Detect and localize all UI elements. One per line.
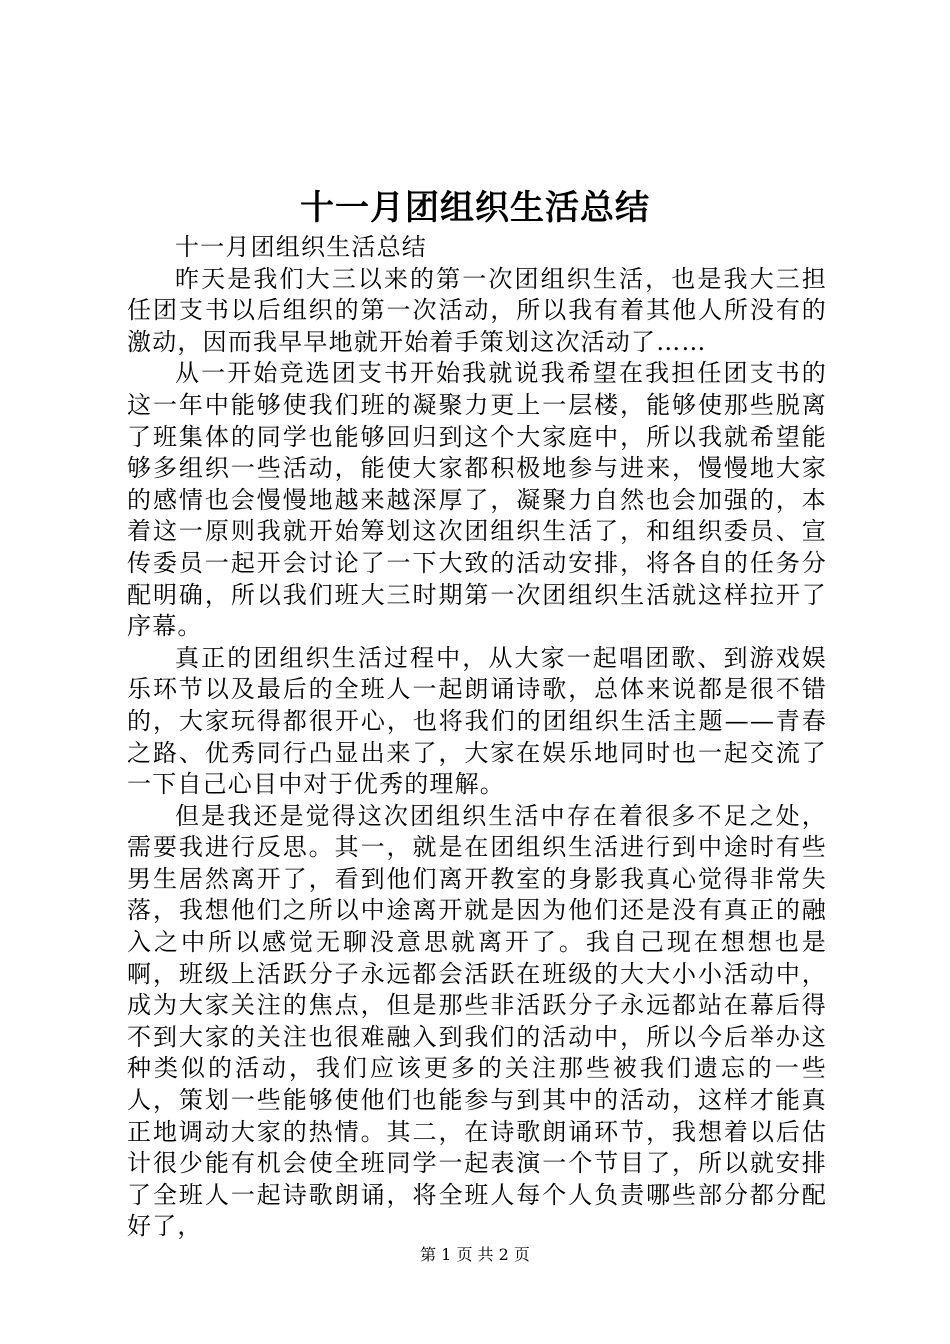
document-title: 十一月团组织生活总结 (300, 188, 650, 228)
paragraph: 真正的团组织生活过程中，从大家一起唱团歌、到游戏娱乐环节以及最后的全班人一起朗诵诗歌，总体来说都是很不错的，大家玩得都很开心，也将我们的团组织生活主题——青春之路、优秀同行凸显出来了，大家在娱乐地同时也一起交流了一下自己心目中对于优秀的理解。 (127, 643, 827, 799)
document-body (127, 232, 827, 1243)
paragraph: 但是我还是觉得这次团组织生活中存在着很多不足之处，需要我进行反思。其一，就是在团组织生活进行到中途时有些男生居然离开了，看到他们离开教室的身影我真心觉得非常失落，我想他们之所以中途离开就是因为他们还是没有真正的融入之中所以感觉无聊没意思就离开了。我自己现在想想也是啊，班级上活跃分子永远都会活跃在班级的大大小小活动中，成为大家关注的焦点，但是那些非活跃分子永远都站在幕后得不到大家的关注也很难融入到我们的活动中，所以今后举办这种类似的活动，我们应该更多的关注那些被我们遗忘的一些人，策划一些能够使他们也能参与到其中的活动，这样才能真正地调动大家的热情。其二，在诗歌朗诵环节，我想着以后估计很少能有机会使全班同学一起表演一个节目了，所以就安排了全班人一起诗歌朗诵，将全班人每个人负责哪些部分都分配好了， (127, 801, 827, 1241)
page-footer: 第 1 页 共 2 页 (420, 1245, 530, 1264)
paragraph: 从一开始竞选团支书开始我就说我希望在我担任团支书的这一年中能够使我们班的凝聚力更上一层楼，能够使那些脱离了班集体的同学也能够回归到这个大家庭中，所以我就希望能够多组织一些活动，能使大家都积极地参与进来，慢慢地大家的感情也会慢慢地越来越深厚了，凝聚力自然也会加强的，本着这一原则我就开始筹划这次团组织生活了，和组织委员、宣传委员一起开会讨论了一下大致的活动安排，将各自的任务分配明确，所以我们班大三时期第一次团组织生活就这样拉开了序幕。 (127, 359, 827, 641)
paragraph: 十一月团组织生活总结 (175, 233, 427, 261)
paragraph: 昨天是我们大三以来的第一次团组织生活，也是我大三担任团支书以后组织的第一次活动，所以我有着其他人所没有的激动，因而我早早地就开始着手策划这次活动了…… (127, 264, 827, 356)
